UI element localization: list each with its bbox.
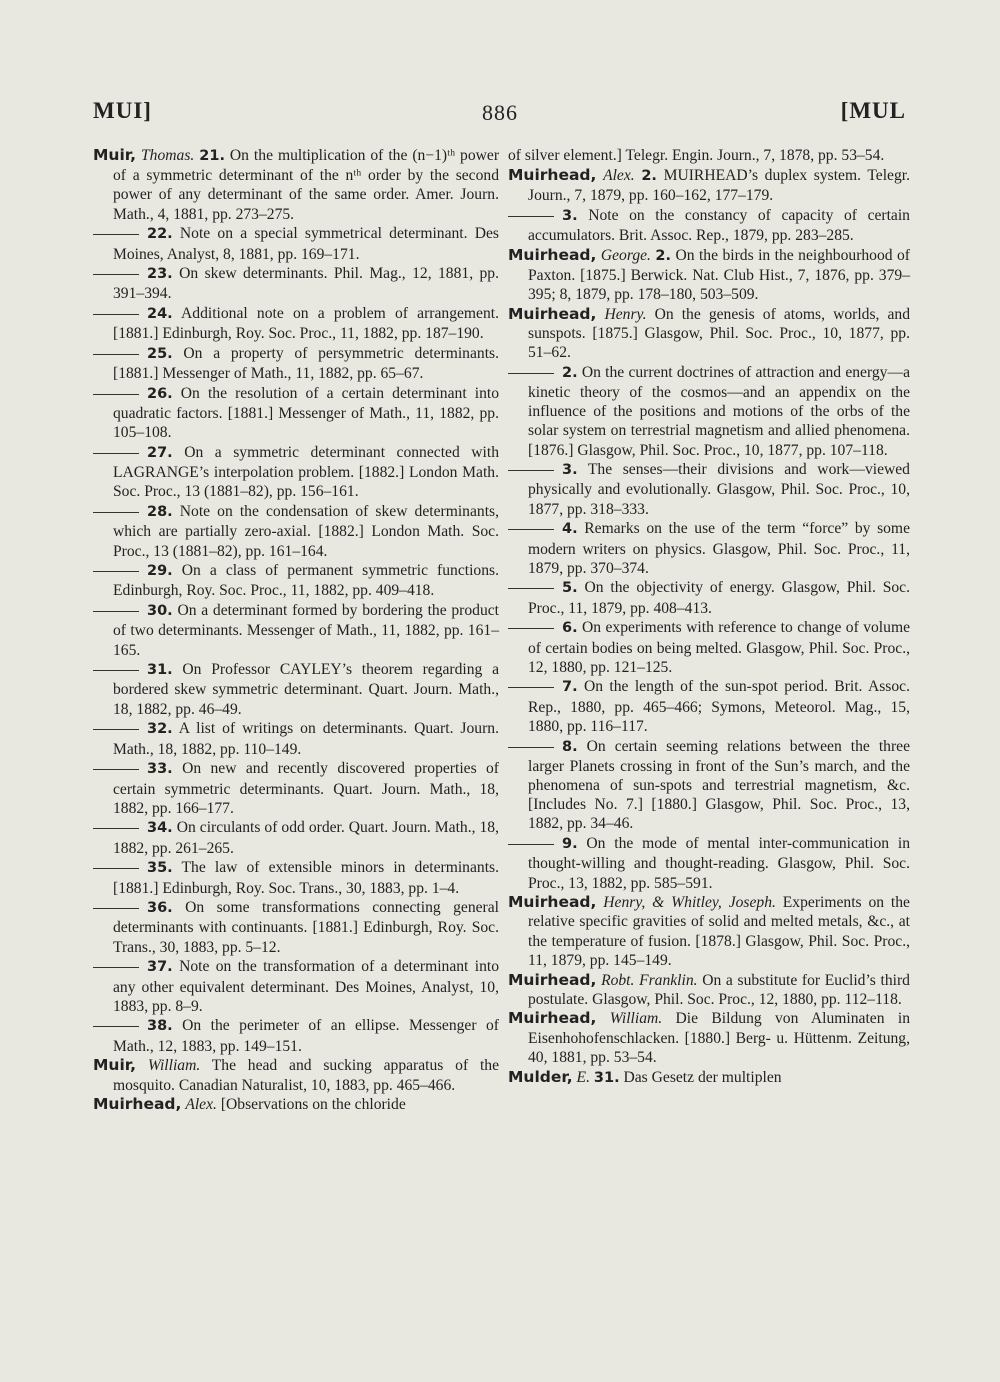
bibliography-entry xyxy=(93,957,499,1016)
entry-number: 30. xyxy=(147,603,173,620)
entry-number: 3. xyxy=(562,207,578,224)
ditto-rule xyxy=(93,314,139,315)
bibliography-entry xyxy=(93,818,499,857)
ditto-rule xyxy=(93,670,139,671)
ditto-rule xyxy=(93,1026,139,1027)
author-given-name: Alex. xyxy=(603,166,635,184)
author-name: Muir, xyxy=(93,146,137,164)
entry-number: 25. xyxy=(147,346,173,363)
entry-text: On new and recently discovered properties of certain symmetric determinants. Quart. Journ. Math., 18, 1882, pp. 166–177. xyxy=(113,760,500,817)
ditto-rule xyxy=(508,628,554,629)
ditto-rule xyxy=(93,453,139,454)
bibliography-entry xyxy=(508,1068,910,1088)
entry-text: Das Gesetz der multiplen xyxy=(623,1068,782,1086)
bibliography-entry xyxy=(93,146,499,224)
entry-text: Die Bildung von Aluminaten in Eisenhohofenschlacken. [1880.] Berg- u. Hüttenm. Zeitung, 40, 1881, pp. 53–54. xyxy=(528,1010,910,1066)
bibliography-entry xyxy=(508,1009,910,1067)
entry-text: A list of writings on determinants. Quart. Journ. Math., 18, 1882, pp. 110–149. xyxy=(113,720,499,758)
bibliography-entry xyxy=(508,834,910,893)
entry-number: 6. xyxy=(562,620,578,637)
ditto-rule xyxy=(93,729,139,730)
ditto-rule xyxy=(508,216,554,217)
entry-number: 9. xyxy=(562,836,578,853)
ditto-rule xyxy=(508,844,554,845)
bibliography-entry xyxy=(93,1016,499,1055)
bibliography-entry xyxy=(93,898,499,957)
entry-number: 21. xyxy=(199,148,225,164)
entry-text: On the genesis of atoms, worlds, and sunspots. [1875.] Glasgow, Phil. Soc. Proc., 10, 1877, pp. 51–62. xyxy=(528,305,911,362)
entry-text: On a symmetric determinant connected with LAGRANGE’s interpolation problem. [1882.] London Math. Soc. Proc., 13 (1881–82), pp. 156–161. xyxy=(113,444,499,501)
entry-number: 28. xyxy=(147,504,173,521)
ditto-rule xyxy=(93,868,139,869)
entry-text: On skew determinants. Phil. Mag., 12, 1881, pp. 391–394. xyxy=(113,265,499,303)
ditto-rule xyxy=(93,828,139,829)
bibliography-entry xyxy=(508,618,910,677)
entry-text: On certain seeming relations between the three larger Planets crossing in front of the Sun’s march, and the phenomena of sun-spots and terrestrial magnetism, &c. [Includes No. 7.] [1880.] Glasgow, Phil. Soc. Proc., 13, 1882, pp. 34–46. xyxy=(528,737,910,833)
entry-text: Remarks on the use of the term “force” by some modern writers on physics. Glasgow, Phil. Soc. Proc., 11, 1879, pp. 370–374. xyxy=(528,520,910,577)
entry-number: 33. xyxy=(147,761,173,778)
author-given-name: William. xyxy=(147,1057,201,1075)
entry-text: On the perimeter of an ellipse. Messenger of Math., 12, 1883, pp. 149–151. xyxy=(113,1017,499,1055)
entry-number: 5. xyxy=(562,580,578,597)
ditto-rule xyxy=(508,588,554,589)
ditto-rule xyxy=(93,394,139,395)
author-name: Muirhead, xyxy=(508,165,597,184)
bibliography-entry xyxy=(508,460,910,519)
bibliography-entry xyxy=(508,971,910,1009)
bibliography-entry xyxy=(93,561,499,600)
author-name: Muirhead, xyxy=(93,1095,182,1114)
author-name: Muirhead, xyxy=(508,245,597,264)
entry-text: On a class of permanent symmetric functions. Edinburgh, Roy. Soc. Proc., 11, 1882, pp. 409–418. xyxy=(113,562,499,600)
bibliography-entry xyxy=(508,206,910,245)
entry-text: On the multiplication of the (n−1)ᵗʰ power of a symmetric determinant of the nᵗʰ order by the second power of any determinant of the same order. Amer. Journ. Math., 4, 1881, pp. 273–275. xyxy=(113,147,500,223)
ditto-rule xyxy=(508,373,554,374)
entry-text: On the objectivity of energy. Glasgow, Phil. Soc. Proc., 11, 1879, pp. 408–413. xyxy=(528,579,910,617)
bibliography-entry xyxy=(508,677,910,736)
entry-text: On the mode of mental inter-communication in thought-willing and thought-reading. Glasgow, Phil. Soc. Proc., 13, 1882, pp. 585–591. xyxy=(528,835,910,892)
author-name: Muirhead, xyxy=(508,893,597,912)
entry-text: On Professor CAYLEY’s theorem regarding a bordered skew symmetric determinant. Quart. Journ. Math., 18, 1882, pp. 46–49. xyxy=(113,661,499,718)
author-name: Muirhead, xyxy=(508,304,597,323)
entry-number: 36. xyxy=(147,900,173,917)
author-given-name: George. xyxy=(600,246,651,264)
left-column xyxy=(93,146,499,1115)
entry-text: The law of extensible minors in determinants. [1881.] Edinburgh, Roy. Soc. Trans., 30, 1883, pp. 1–4. xyxy=(113,859,499,897)
entry-text: The head and sucking apparatus of the mosquito. Canadian Naturalist, 10, 1883, pp. 465–466. xyxy=(113,1057,499,1094)
running-head-right: [MUL xyxy=(840,98,906,123)
entry-text: On experiments with reference to change of volume of certain bodies on being melted. Glasgow, Phil. Soc. Proc., 12, 1880, pp. 121–125. xyxy=(528,619,910,676)
entry-text: On a substitute for Euclid’s third postulate. Glasgow, Phil. Soc. Proc., 12, 1880, pp. 112–118. xyxy=(528,971,910,1008)
entry-text: Note on the condensation of skew determinants, which are partially zero-axial. [1882.] London Math. Soc. Proc., 13 (1881–82), pp. 161–164. xyxy=(113,503,499,560)
ditto-rule xyxy=(93,967,139,968)
entry-number: 37. xyxy=(147,959,173,976)
bibliography-entry xyxy=(93,1056,499,1094)
entry-text: On a determinant formed by bordering the product of two determinants. Messenger of Math., 11, 1882, pp. 161–165. xyxy=(113,602,499,659)
author-name: Mulder, xyxy=(508,1067,573,1086)
author-name: Muir, xyxy=(93,1056,137,1075)
entry-number: 22. xyxy=(147,226,173,243)
ditto-rule xyxy=(93,908,139,909)
entry-number: 24. xyxy=(147,306,173,323)
entry-text: Experiments on the relative specific gravities of solid and melted metals, &c., at the temperature of fusion. [1878.] Glasgow, Phil. Soc. Proc., 11, 1879, pp. 145–149. xyxy=(528,894,910,969)
entry-text: On the birds in the neighbourhood of Paxton. [1875.] Berwick. Nat. Club Hist., 7, 1876, pp. 379–395; 8, 1879, pp. 178–180, 503–509. xyxy=(528,246,911,303)
ditto-rule xyxy=(93,354,139,355)
bibliography-entry xyxy=(93,660,499,719)
author-given-name: William. xyxy=(609,1010,663,1028)
bibliography-entry xyxy=(93,601,499,660)
bibliography-entry xyxy=(93,264,499,303)
author-name: Muirhead, xyxy=(508,1009,597,1028)
bibliography-entry xyxy=(93,224,499,263)
ditto-rule xyxy=(93,611,139,612)
entry-number: 38. xyxy=(147,1018,173,1035)
running-head-left: MUI] xyxy=(93,98,152,123)
entry-number: 3. xyxy=(562,462,578,479)
entry-number: 2. xyxy=(562,364,578,381)
ditto-rule xyxy=(93,571,139,572)
bibliography-entry xyxy=(93,858,499,897)
page-number: 886 xyxy=(482,100,518,125)
ditto-rule xyxy=(93,769,139,770)
author-given-name: Henry. xyxy=(604,305,647,323)
bibliography-entry xyxy=(508,737,910,834)
entry-text: Note on a special symmetrical determinant. Des Moines, Analyst, 8, 1881, pp. 169–171. xyxy=(113,225,499,263)
ditto-rule xyxy=(508,470,554,471)
entry-number: 27. xyxy=(147,445,173,462)
bibliography-entry xyxy=(508,519,910,578)
entry-text: Additional note on a problem of arrangement. [1881.] Edinburgh, Roy. Soc. Proc., 11, 1882, pp. 187–190. xyxy=(113,305,499,343)
entry-text: Note on the constancy of capacity of certain accumulators. Brit. Assoc. Rep., 1879, pp. 283–285. xyxy=(528,206,910,244)
entry-number: 32. xyxy=(147,721,173,738)
entry-text: On the resolution of a certain determinant into quadratic factors. [1881.] Messenger of Math., 11, 1882, pp. 105–108. xyxy=(113,384,500,442)
bibliography-entry xyxy=(93,719,499,758)
entry-number: 34. xyxy=(147,820,173,837)
entry-number: 4. xyxy=(562,521,578,538)
entry-number: 35. xyxy=(147,860,173,877)
bibliography-entry xyxy=(93,344,499,383)
bibliography-entry xyxy=(508,246,910,305)
entry-number: 26. xyxy=(147,385,173,402)
ditto-rule xyxy=(508,529,554,530)
author-given-name: Thomas. xyxy=(141,147,195,164)
right-column xyxy=(508,146,910,1088)
author-given-name: Alex. xyxy=(185,1096,217,1114)
entry-number: 29. xyxy=(147,563,173,580)
author-given-name: E. xyxy=(576,1068,590,1086)
entry-number: 31. xyxy=(593,1069,620,1086)
entry-text: On the length of the sun-spot period. Brit. Assoc. Rep., 1880, pp. 465–466; Symons, Meteorol. Mag., 15, 1880, pp. 116–117. xyxy=(528,678,910,735)
bibliography-entry xyxy=(93,304,499,343)
entry-text: Note on the transformation of a determinant into any other equivalent determinant. Des Moines, Analyst, 10, 1883, pp. 8–9. xyxy=(113,958,499,1015)
author-name: Muirhead, xyxy=(508,970,597,989)
bibliography-entry xyxy=(508,893,910,970)
author-given-name: Henry, & Whitley, Joseph. xyxy=(603,894,776,912)
bibliography-entry xyxy=(93,502,499,561)
ditto-rule xyxy=(508,687,554,688)
entry-text: On a property of persymmetric determinants. [1881.] Messenger of Math., 11, 1882, pp. 65–67. xyxy=(113,345,500,383)
entry-text: of silver element.] Telegr. Engin. Journ., 7, 1878, pp. 53–54. xyxy=(508,147,885,164)
bibliography-entry xyxy=(93,443,499,502)
bibliography-entry xyxy=(508,578,910,617)
ditto-rule xyxy=(93,274,139,275)
bibliography-entry xyxy=(508,305,910,363)
entry-number: 2. xyxy=(641,167,657,184)
entry-text: On the current doctrines of attraction and energy—a kinetic theory of the cosmos—and an appendix on the influence of the positions and motions of the orbs of the solar system on terrestrial magnetism and allied phenomena. [1876.] Glasgow, Phil. Soc. Proc., 10, 1877, pp. 107–118. xyxy=(528,363,910,459)
author-given-name: Robt. Franklin. xyxy=(601,971,698,989)
ditto-rule xyxy=(93,234,139,235)
entry-text: [Observations on the chloride xyxy=(220,1096,406,1114)
bibliography-entry xyxy=(93,1095,499,1114)
entry-number: 2. xyxy=(655,247,672,264)
entry-text: MUIRHEAD’s duplex system. Telegr. Journ., 7, 1879, pp. 160–162, 177–179. xyxy=(528,166,910,204)
bibliography-entry xyxy=(93,759,499,818)
entry-text: On some transformations connecting general determinants with continuants. [1881.] Edinburgh, Roy. Soc. Trans., 30, 1883, pp. 5–12. xyxy=(113,899,499,956)
ditto-rule xyxy=(508,747,554,748)
bibliography-entry xyxy=(93,384,499,443)
entry-number: 8. xyxy=(562,738,578,755)
entry-number: 7. xyxy=(562,679,578,696)
entry-text: On circulants of odd order. Quart. Journ. Math., 18, 1882, pp. 261–265. xyxy=(113,819,500,857)
bibliography-entry xyxy=(508,146,910,165)
ditto-rule xyxy=(93,512,139,513)
entry-number: 23. xyxy=(147,266,173,283)
entry-text: The senses—their divisions and work—viewed physically and evolutionally. Glasgow, Phil. Soc. Proc., 10, 1877, pp. 318–333. xyxy=(528,461,910,518)
bibliography-entry xyxy=(508,166,910,205)
bibliography-entry xyxy=(508,363,910,460)
entry-number: 31. xyxy=(147,662,173,679)
